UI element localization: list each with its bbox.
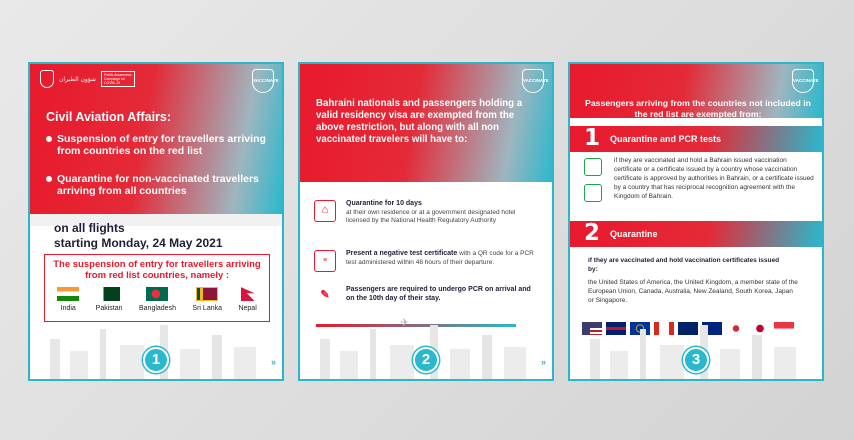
- exemption-heading: Bahraini nationals and passengers holding a valid residency visa are exempted from the above restriction, but along with all non vaccinated travelers will have to:: [316, 98, 523, 145]
- section-number: 1: [584, 125, 601, 151]
- country-flags: [45, 287, 269, 312]
- swab-icon: ✎: [320, 289, 330, 301]
- red-list-text: The suspension of entry for travellers arriving from red list countries, namely :: [53, 259, 261, 281]
- section-quarantine: [570, 221, 822, 247]
- item-test-certificate: ≡ Present a negative test certificate with a QR code for a PCR test administered within 48 hours of their departure.: [314, 250, 540, 272]
- vaccinate-shield-icon: VACCINATE: [522, 69, 544, 93]
- flights-date: on all flights starting Monday, 24 May 2021: [54, 221, 223, 250]
- exemption-heading: Passengers arriving from the countries not included in the red list are exempted from:: [585, 98, 811, 119]
- red-list-box: [44, 254, 270, 322]
- sri-lanka-flag-icon: [196, 287, 218, 301]
- certificate-icon: ≡: [314, 250, 336, 272]
- vaccinate-shield-icon: VACCINATE: [252, 69, 274, 93]
- country-nepal: Nepal: [238, 287, 256, 312]
- logo-arabic: شؤون الطيران: [59, 75, 96, 83]
- bangladesh-flag-icon: [146, 287, 168, 301]
- india-flag-icon: [57, 287, 79, 301]
- bullet-icon: [46, 136, 52, 142]
- bullet-icon: [46, 176, 52, 182]
- emblem-icon: [40, 70, 54, 88]
- phone-certificate-icon: [584, 158, 602, 176]
- page-number-badge: 3: [683, 347, 709, 373]
- nepal-flag-icon: [241, 287, 255, 301]
- item-quarantine: ⌂ Quarantine for 10 days at their own residence or at a government designated hotel licensed by the National Health Regulatory Authority: [314, 200, 540, 226]
- section-label: Quarantine: [610, 229, 658, 239]
- chevron-right-icon[interactable]: »: [270, 357, 276, 367]
- country-pakistan: Pakistan: [96, 287, 123, 312]
- document-check-icon: [584, 184, 602, 202]
- country-india: India: [57, 287, 79, 312]
- section-label: Quarantine and PCR tests: [610, 134, 722, 144]
- item-pcr-arrival: ✎ Passengers are required to undergo PCR on arrival and on the 10th day of their stay.: [314, 286, 540, 308]
- section-number: 2: [584, 220, 601, 246]
- info-card-3: [568, 62, 824, 381]
- caa-logo: [40, 70, 135, 88]
- pakistan-flag-icon: [98, 287, 120, 301]
- vaccinate-shield-icon: VACCINATE: [792, 69, 814, 93]
- card-title: Civil Aviation Affairs:: [46, 110, 172, 124]
- section-quarantine-pcr: [570, 126, 822, 152]
- section2-countries: the United States of America, the United Kingdom, a member state of the European Union, Canada, Australia, New Zealand, South Korea, Japan or Singapore.: [588, 279, 798, 304]
- campaign-tag: Public Awareness Campaign on COVID-19: [101, 71, 135, 87]
- info-card-2: [298, 62, 554, 381]
- chevron-right-icon[interactable]: »: [540, 357, 546, 367]
- bullet-suspension: Suspension of entry for travellers arriving from countries on the red list: [46, 133, 276, 157]
- country-sri-lanka: Sri Lanka: [192, 287, 222, 312]
- country-bangladesh: Bangladesh: [139, 287, 176, 312]
- house-icon: ⌂: [314, 200, 336, 222]
- info-card-1: [28, 62, 284, 381]
- bullet-quarantine: Quarantine for non-vaccinated travellers arriving from all countries: [46, 173, 276, 197]
- page-number-badge: 1: [143, 347, 169, 373]
- page-number-badge: 2: [413, 347, 439, 373]
- section2-intro: if they are vaccinated and hold vaccination certificates issued by:: [588, 257, 780, 273]
- section1-text: if they are vaccinated and hold a Bahrain issued vaccination certificate or a certificate issued by a country whose vaccination certificate is approved by authorities in Bahrain, or a certificate issued by a country that has reciprocal recognition agreement with the Kingdom of Bahrain.: [614, 157, 814, 200]
